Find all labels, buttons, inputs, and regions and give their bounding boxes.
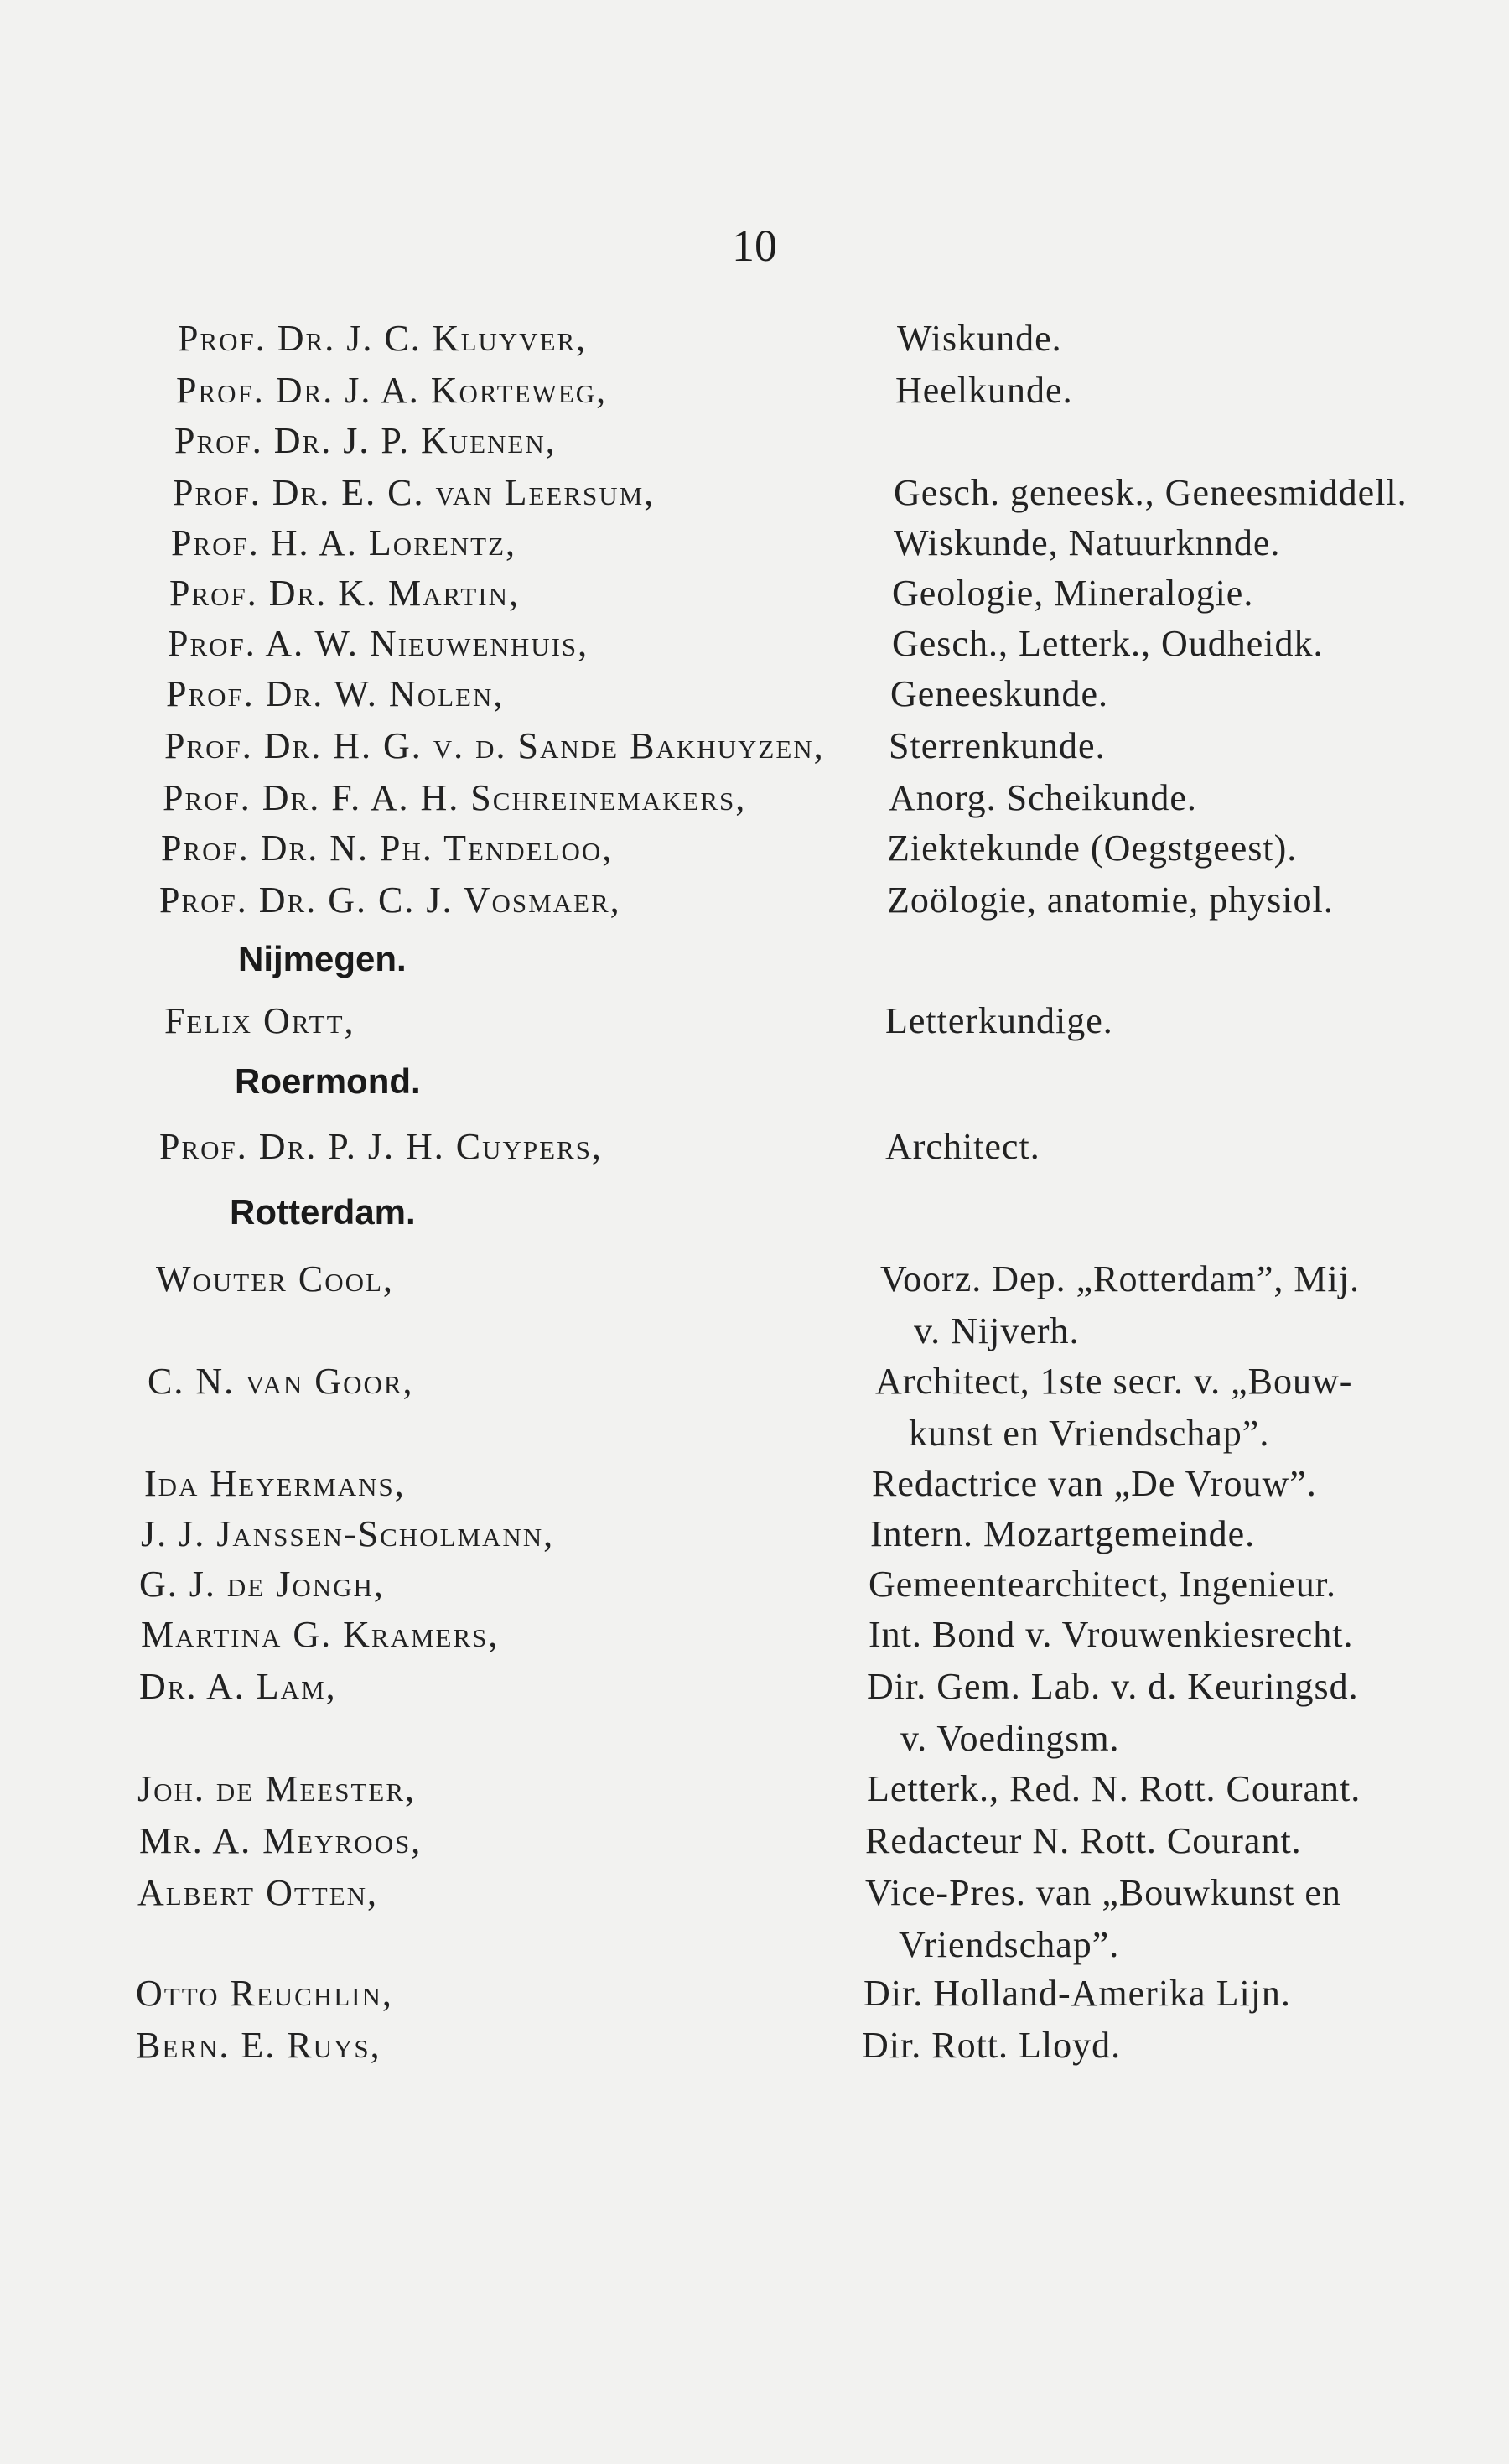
entry-name: Prof. Dr. K. Martin,: [169, 573, 520, 614]
page-number: 10: [732, 220, 777, 271]
entry-name: Prof. Dr. H. G. v. d. Sande Bakhuyzen,: [164, 725, 825, 766]
entry-description: Redactrice van „De Vrouw”.: [872, 1463, 1317, 1504]
entry-name: Prof. Dr. J. A. Korteweg,: [176, 370, 608, 411]
entry-description: Zoölogie, anatomie, physiol.: [887, 879, 1334, 921]
entry-name: Wouter Cool,: [156, 1258, 394, 1299]
entry-description: Heelkunde.: [895, 370, 1073, 411]
entry-name: Prof. Dr. E. C. van Leersum,: [173, 472, 656, 513]
entry-description: Letterkundige.: [885, 1000, 1113, 1041]
entry-description: Gemeentearchitect, Ingenieur.: [869, 1564, 1336, 1605]
entry-name: Otto Reuchlin,: [136, 1973, 393, 2014]
entry-description: Sterrenkunde.: [889, 725, 1106, 766]
entry-name: Prof. Dr. F. A. H. Schreinemakers,: [163, 777, 747, 818]
entry-name: Prof. H. A. Lorentz,: [171, 522, 517, 563]
city-heading: Rotterdam.: [230, 1192, 416, 1232]
entry-description: Letterk., Red. N. Rott. Courant.: [867, 1768, 1361, 1809]
entry-description-continued: kunst en Vriendschap”.: [909, 1413, 1270, 1454]
entry-name: Prof. Dr. N. Ph. Tendeloo,: [161, 827, 614, 869]
entry-description-continued: Vriendschap”.: [899, 1924, 1120, 1965]
entry-name: Albert Otten,: [137, 1872, 379, 1913]
entry-description: Wiskunde.: [897, 318, 1062, 359]
entry-description: Gesch., Letterk., Oudheidk.: [892, 623, 1324, 664]
entry-name: Prof. A. W. Nieuwenhuis,: [168, 623, 589, 664]
entry-description: Voorz. Dep. „Rotterdam”, Mij.: [880, 1258, 1360, 1299]
entry-description-continued: v. Nijverh.: [914, 1310, 1080, 1351]
entry-description: Anorg. Scheikunde.: [889, 777, 1197, 818]
entry-description: Architect, 1ste secr. v. „Bouw-: [875, 1361, 1353, 1402]
city-heading: Roermond.: [235, 1061, 421, 1101]
entry-name: Prof. Dr. G. C. J. Vosmaer,: [159, 879, 621, 921]
entry-description: Dir. Holland-Amerika Lijn.: [863, 1973, 1291, 2014]
entry-description: Gesch. geneesk., Geneesmiddell.: [894, 472, 1408, 513]
entry-description: Ziektekunde (Oegstgeest).: [887, 827, 1298, 869]
entry-name: Prof. Dr. J. P. Kuenen,: [174, 420, 557, 461]
entry-name: Martina G. Kramers,: [141, 1614, 500, 1655]
entry-description: Geneeskunde.: [890, 673, 1109, 714]
entry-description: Dir. Gem. Lab. v. d. Keuringsd.: [867, 1666, 1359, 1707]
entry-description: Vice-Pres. van „Bouwkunst en: [865, 1872, 1341, 1913]
entry-name: Prof. Dr. W. Nolen,: [166, 673, 505, 714]
entry-name: Felix Ortt,: [164, 1000, 355, 1041]
entry-description: Int. Bond v. Vrouwenkiesrecht.: [869, 1614, 1354, 1655]
entry-description: Dir. Rott. Lloyd.: [862, 2025, 1122, 2066]
city-heading: Nijmegen.: [238, 939, 407, 978]
entry-name: C. N. van Goor,: [148, 1361, 414, 1402]
entry-description: Wiskunde, Natuurknnde.: [894, 522, 1281, 563]
entry-description: Architect.: [885, 1126, 1040, 1167]
entry-name: Bern. E. Ruys,: [136, 2025, 381, 2066]
entry-name: Dr. A. Lam,: [139, 1666, 337, 1707]
entry-name: Prof. Dr. P. J. H. Cuypers,: [159, 1126, 603, 1167]
entry-name: G. J. de Jongh,: [139, 1564, 385, 1605]
entry-description: Intern. Mozartgemeinde.: [870, 1513, 1256, 1554]
entry-description: Geologie, Mineralogie.: [892, 573, 1254, 614]
entry-name: J. J. Janssen-Scholmann,: [141, 1513, 555, 1554]
entry-name: Joh. de Meester,: [137, 1768, 417, 1809]
entry-name: Ida Heyermans,: [144, 1463, 406, 1504]
entry-name: Prof. Dr. J. C. Kluyver,: [178, 318, 588, 359]
entry-description: Redacteur N. Rott. Courant.: [865, 1820, 1302, 1861]
entry-name: Mr. A. Meyroos,: [139, 1820, 423, 1861]
entry-description-continued: v. Voedingsm.: [900, 1718, 1120, 1759]
